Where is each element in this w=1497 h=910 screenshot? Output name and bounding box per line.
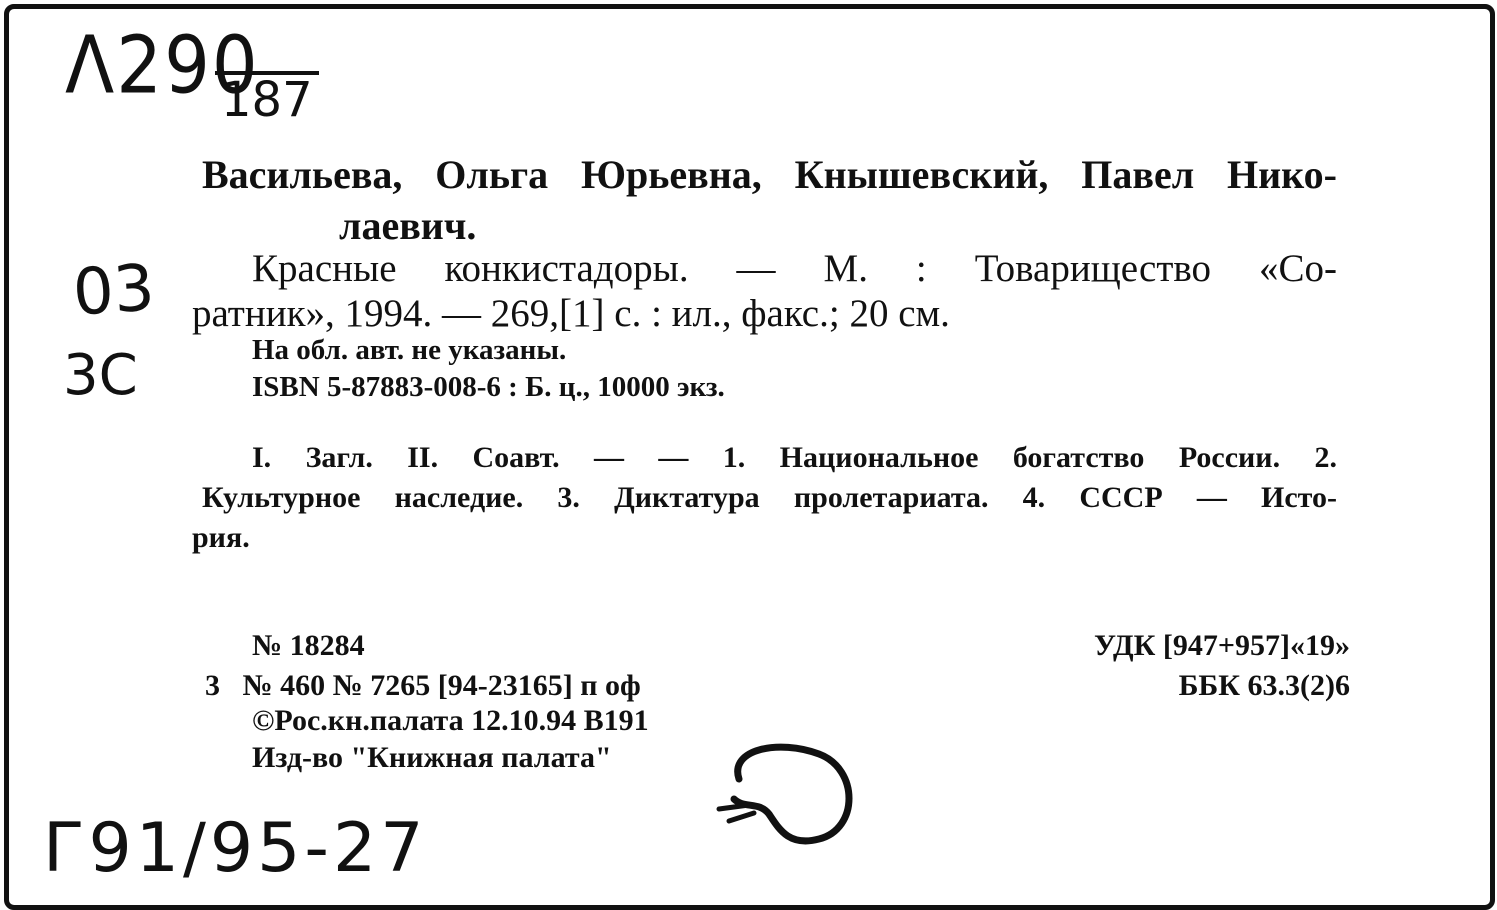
udk-code: УДК [947+957]«19»: [1094, 629, 1350, 662]
publisher-line: Изд-во "Книжная палата": [252, 741, 612, 774]
subjects-line-1: I. Загл. II. Соавт. — — 1. Национальное богатство России. 2.: [252, 441, 1337, 474]
author-line-1: Васильева, Ольга Юрьевна, Кнышевский, Павел Нико-: [202, 152, 1337, 197]
copyright-line: ©Рос.кн.палата 12.10.94 В191: [252, 704, 649, 737]
subjects-line-3: рия.: [192, 521, 250, 554]
record-number: № 18284: [252, 629, 365, 662]
title-line-2: ратник», 1994. — 269,[1] с. : ил., факс.; 20 см.: [192, 292, 950, 335]
handwritten-scribble: [709, 739, 869, 859]
bbk-code: ББК 63.3(2)6: [1178, 669, 1350, 702]
numbers-prefix: 3: [205, 669, 220, 702]
note-line: На обл. авт. не указаны.: [252, 334, 567, 366]
handwritten-mark-3c: 3C: [63, 343, 138, 408]
handwritten-call-number: Λ290: [65, 18, 260, 112]
numbers-values: № 460 № 7265 [94-23165] п оф: [242, 669, 641, 702]
catalog-card: [4, 4, 1495, 910]
handwritten-call-number-sub: 187: [215, 71, 319, 125]
author-line-2: лаевич.: [339, 203, 477, 248]
numbers-line: [205, 669, 641, 703]
handwritten-bottom-code: Г91/95-27: [43, 809, 428, 888]
isbn-line: ISBN 5-87883-008-6 : Б. ц., 10000 экз.: [252, 371, 725, 403]
subjects-line-2: Культурное наследие. 3. Диктатура пролетариата. 4. СССР — Исто-: [202, 481, 1337, 514]
handwritten-mark-03: 03: [70, 251, 157, 331]
title-line-1: Красные конкистадоры. — М. : Товарищество «Со-: [252, 247, 1337, 290]
